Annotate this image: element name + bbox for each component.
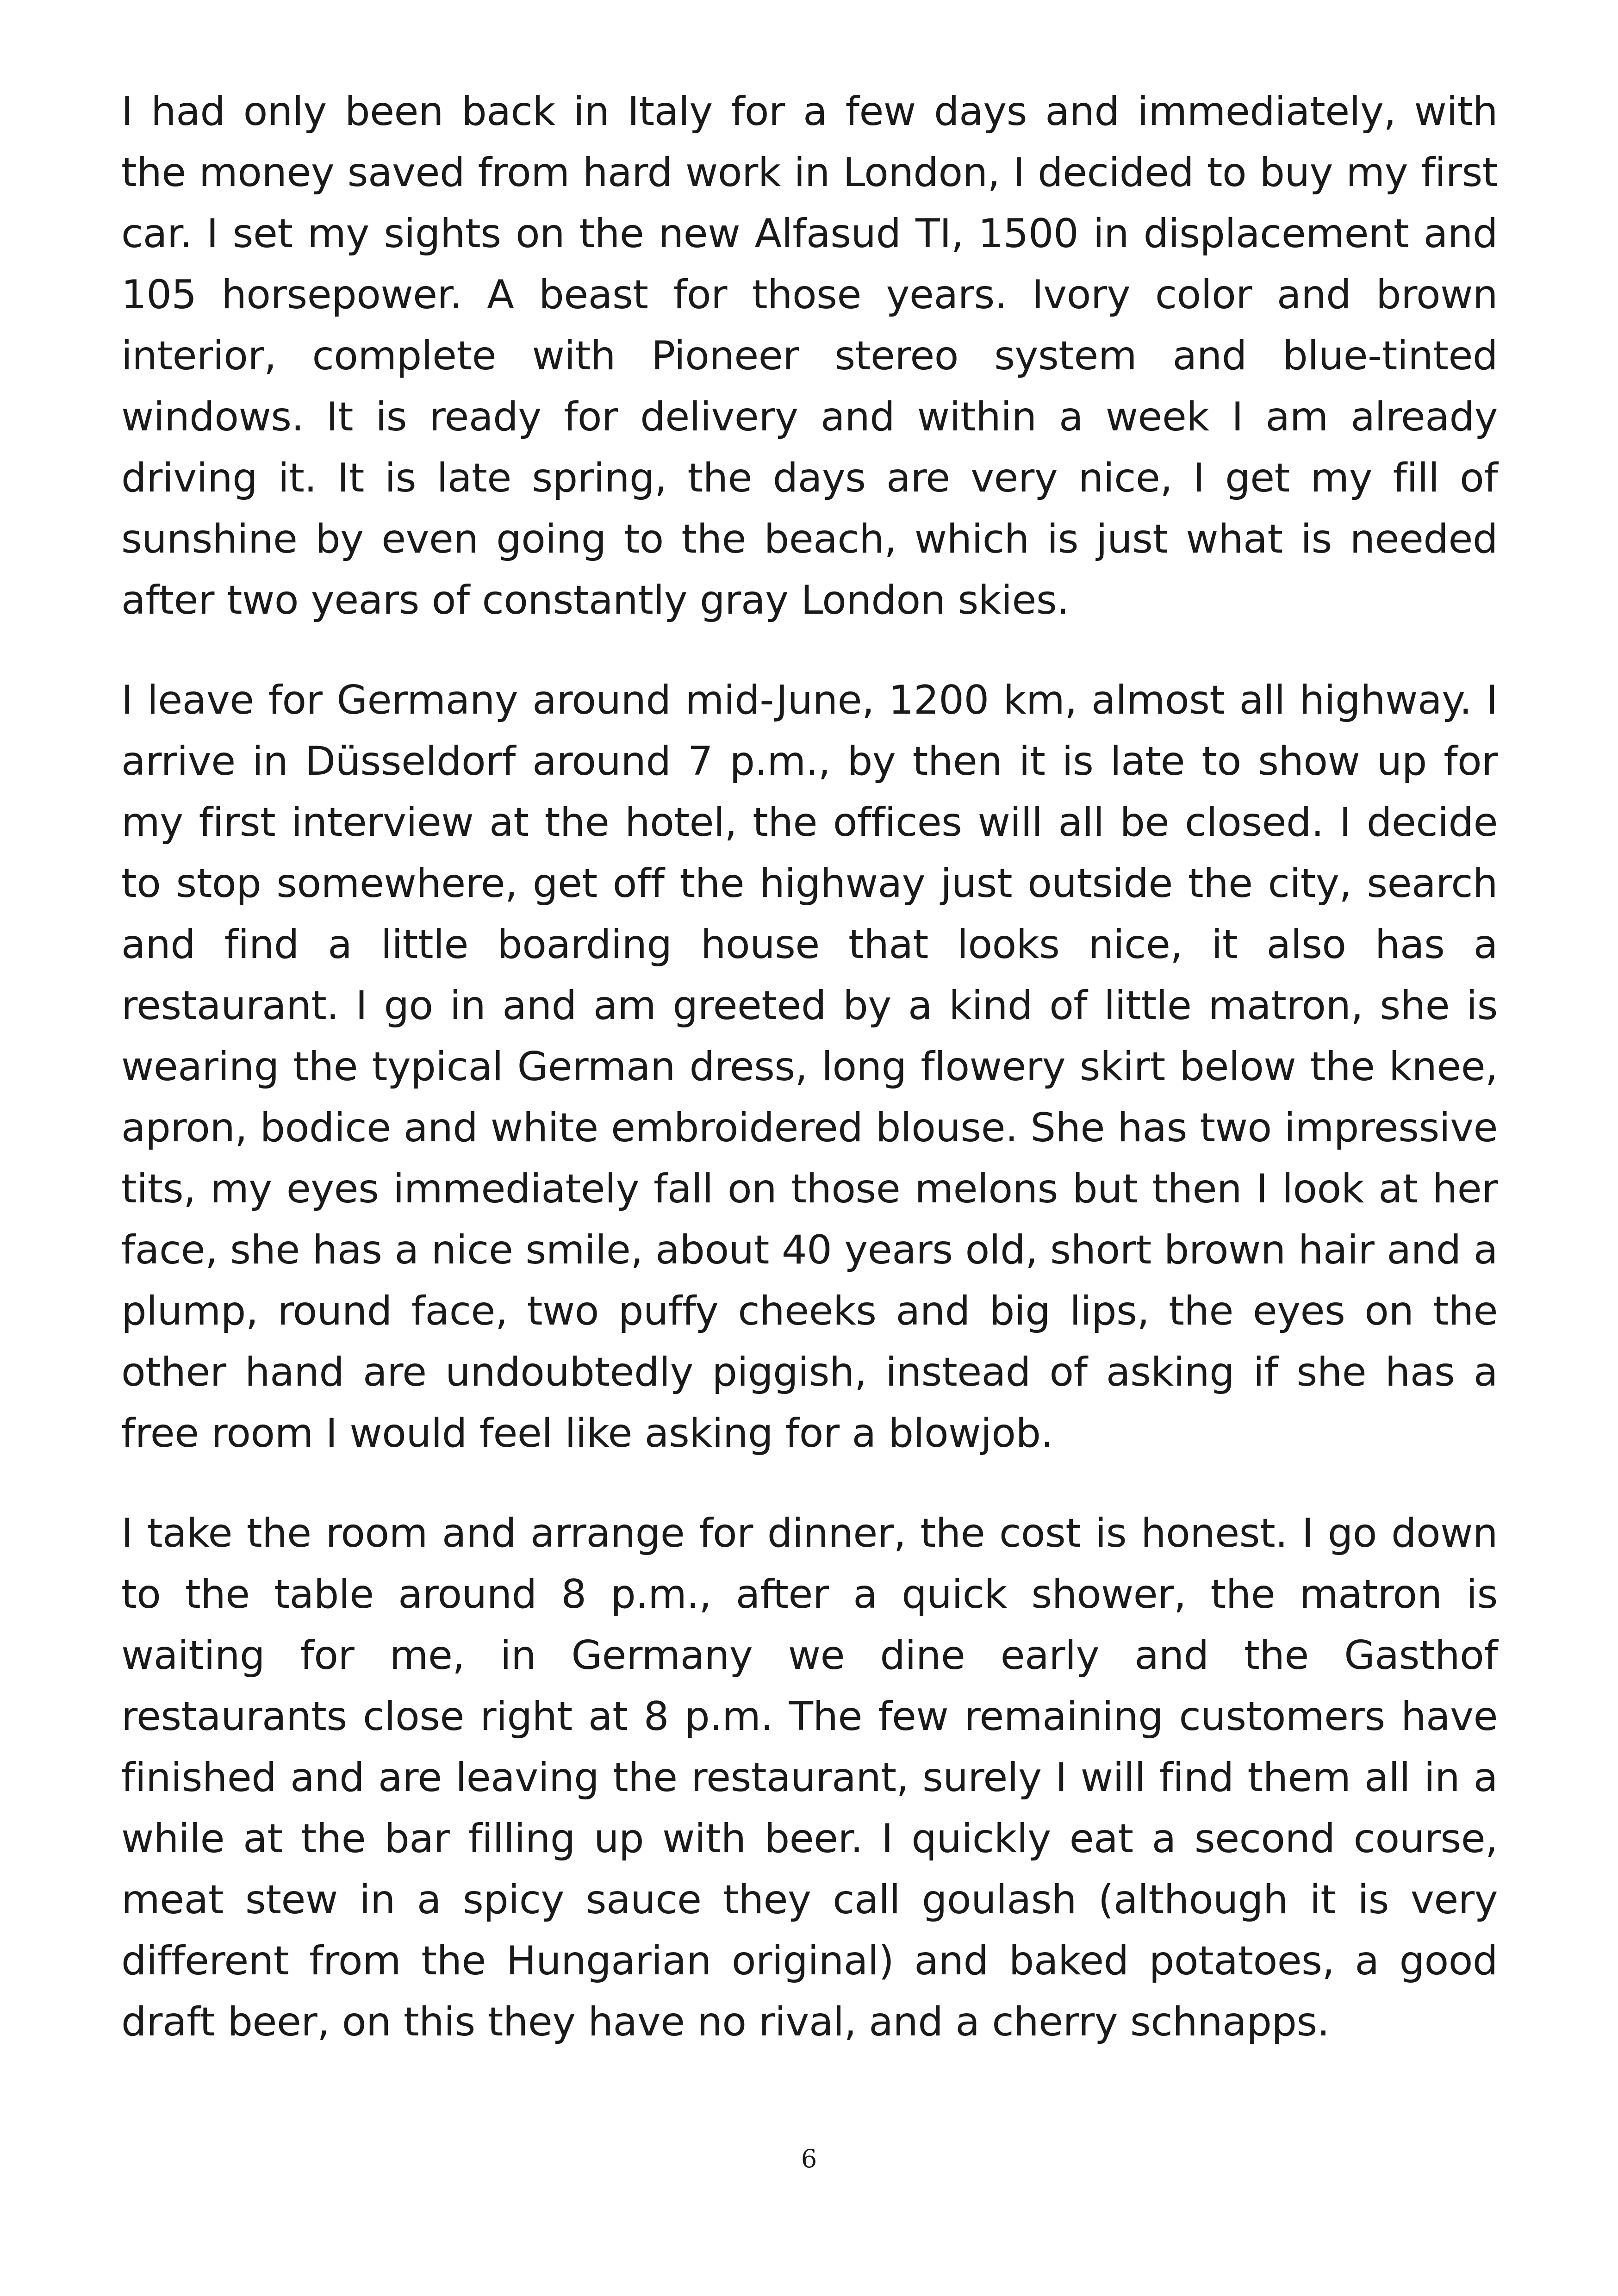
paragraph-2: I leave for Germany around mid-June, 1200 km, almost all highway. I arrive in Düsseldorf around 7 p.m., by then it is late to show up for my first interview at the hotel, the offices will all be closed. I decide to stop somewhere, get off the highway just outside the city, search and find a little boarding house that looks nice, it also has a restaurant. I go in and am greeted by a kind of little matron, she is wearing the typical German dress, long flowery skirt below the knee, apron, bodice and white embroidered blouse. She has two impressive tits, my eyes immediately fall on those melons but then I look at her face, she has a nice smile, about 40 years old, short brown hair and a plump, round face, two puffy cheeks and big lips, the eyes on the other hand are undoubtedly piggish, instead of asking if she has a free room I would feel like asking for a blowjob. [121, 677, 1498, 1456]
paragraph-1: I had only been back in Italy for a few days and immediately, with the money saved from hard work in London, I decided to buy my first car. I set my sights on the new Alfasud TI, 1500 in displacement and 105 horsepower. A beast for those years. Ivory color and brown interior, complete with Pioneer stereo system and blue-tinted windows. It is ready for delivery and within a week I am already driving it. It is late spring, the days are very nice, I get my fill of sunshine by even going to the beach, which is just what is needed after two years of constantly gray London skies. [121, 88, 1498, 623]
body-text [121, 81, 1498, 2053]
paragraph-3: I take the room and arrange for dinner, the cost is honest. I go down to the table around 8 p.m., after a quick shower, the matron is waiting for me, in Germany we dine early and the Gasthof restaurants close right at 8 p.m. The few remaining customers have finished and are leaving the restaurant, surely I will find them all in a while at the bar filling up with beer. I quickly eat a second course, meat stew in a spicy sauce they call goulash (although it is very different from the Hungarian original) and baked potatoes, a good draft beer, on this they have no rival, and a cherry schnapps. [121, 1510, 1498, 2045]
page-number: 6 [801, 2144, 817, 2173]
